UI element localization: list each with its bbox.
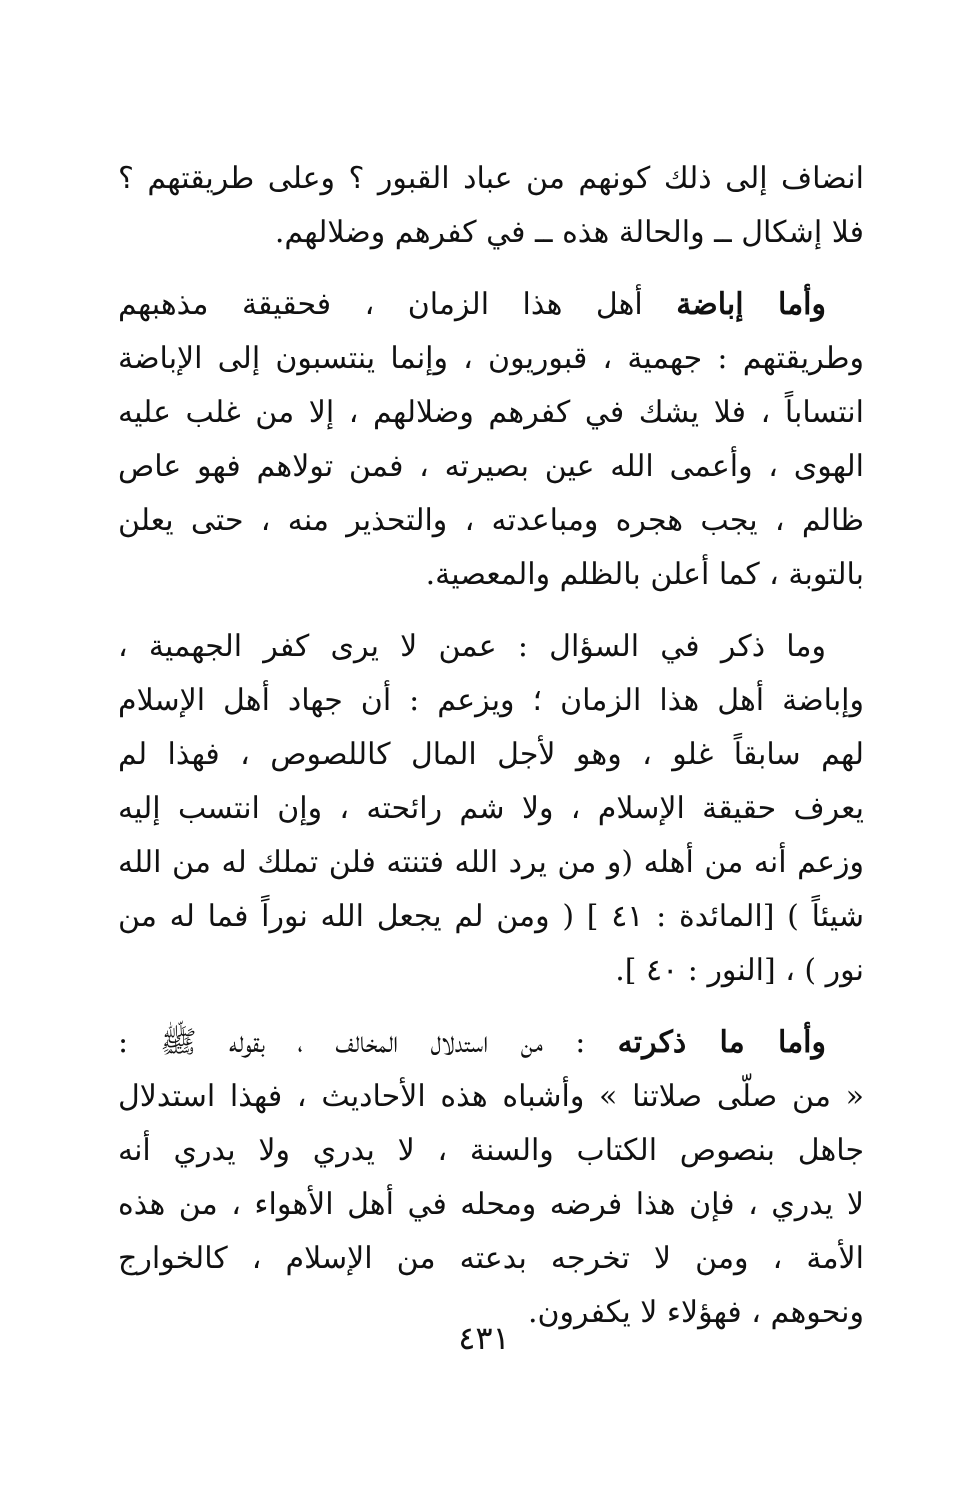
text-fragment: أهل هذا الزمان ، فحقيقة مذهبهم — [118, 287, 677, 322]
text-line: انتساباً ، فلا يشك في كفرهم وضلالهم ، إلا من غلب عليه — [118, 395, 864, 430]
text-line: نور ) ، [النور : ٤٠ ]. — [615, 953, 864, 988]
text-line: وطريقتهم : جهمية ، قبوريون ، وإنما ينتسبون إلى الإباضة — [118, 341, 864, 376]
text-fragment: : من استدلال المخالف ، بقوله ﷺ : — [118, 1025, 618, 1060]
text-line: شيئاً ) [المائدة : ٤١ ] ( ومن لم يجعل الله نوراً فما له من — [118, 899, 864, 934]
lead-bold-text: وأما ما ذكرته — [617, 1025, 826, 1060]
paragraph-4 — [118, 1016, 864, 1340]
body-text — [118, 152, 864, 1340]
text-line: الهوى ، وأعمى الله عين بصيرته ، فمن تولاهم فهو عاص — [118, 449, 864, 484]
text-line: وزعم أنه من أهله (و من يرد الله فتنته فلن تملك له من الله — [118, 845, 864, 880]
text-line — [118, 1016, 864, 1070]
text-line: ونحوهم ، فهؤلاء لا يكفرون. — [527, 1295, 864, 1330]
text-line: بالتوبة ، كما أعلن بالظلم والمعصية. — [425, 557, 864, 592]
text-line: لا يدري ، فإن هذا فرضه ومحله في أهل الأهواء ، من هذه — [118, 1187, 864, 1222]
lead-bold-text: وأما إباضة — [676, 287, 827, 322]
paragraph-3 — [118, 620, 864, 998]
text-line: لهم سابقاً غلو ، وهو لأجل المال كاللصوص ، فهذا لم — [118, 737, 864, 772]
text-line: وما ذكر في السؤال : عمن لا يرى كفر الجهمية ، — [118, 629, 826, 664]
text-line: وإباضة أهل هذا الزمان ؛ ويزعم : أن جهاد أهل الإسلام — [118, 683, 864, 718]
page-number: ٤٣١ — [458, 1319, 510, 1357]
text-line: الأمة ، ومن لا تخرجه بدعته من الإسلام ، كالخوارج — [118, 1241, 864, 1276]
text-line: « من صلّى صلاتنا » وأشباه هذه الأحاديث ، فهذا استدلال — [118, 1079, 864, 1114]
text-line: انضاف إلى ذلك كونهم من عباد القبور ؟ وعلى طريقتهم ؟ — [118, 161, 864, 196]
text-line: ظالم ، يجب هجره ومباعدته ، والتحذير منه ، حتى يعلن — [118, 503, 864, 538]
text-line — [118, 278, 864, 332]
text-line: يعرف حقيقة الإسلام ، ولا شم رائحته ، وإن انتسب إليه — [118, 791, 864, 826]
text-line: جاهل بنصوص الكتاب والسنة ، لا يدري ولا يدري أنه — [118, 1133, 864, 1168]
paragraph-2 — [118, 278, 864, 602]
text-line: فلا إشكال ــ والحالة هذه ــ في كفرهم وضلالهم. — [274, 215, 864, 250]
paragraph-1 — [118, 152, 864, 260]
